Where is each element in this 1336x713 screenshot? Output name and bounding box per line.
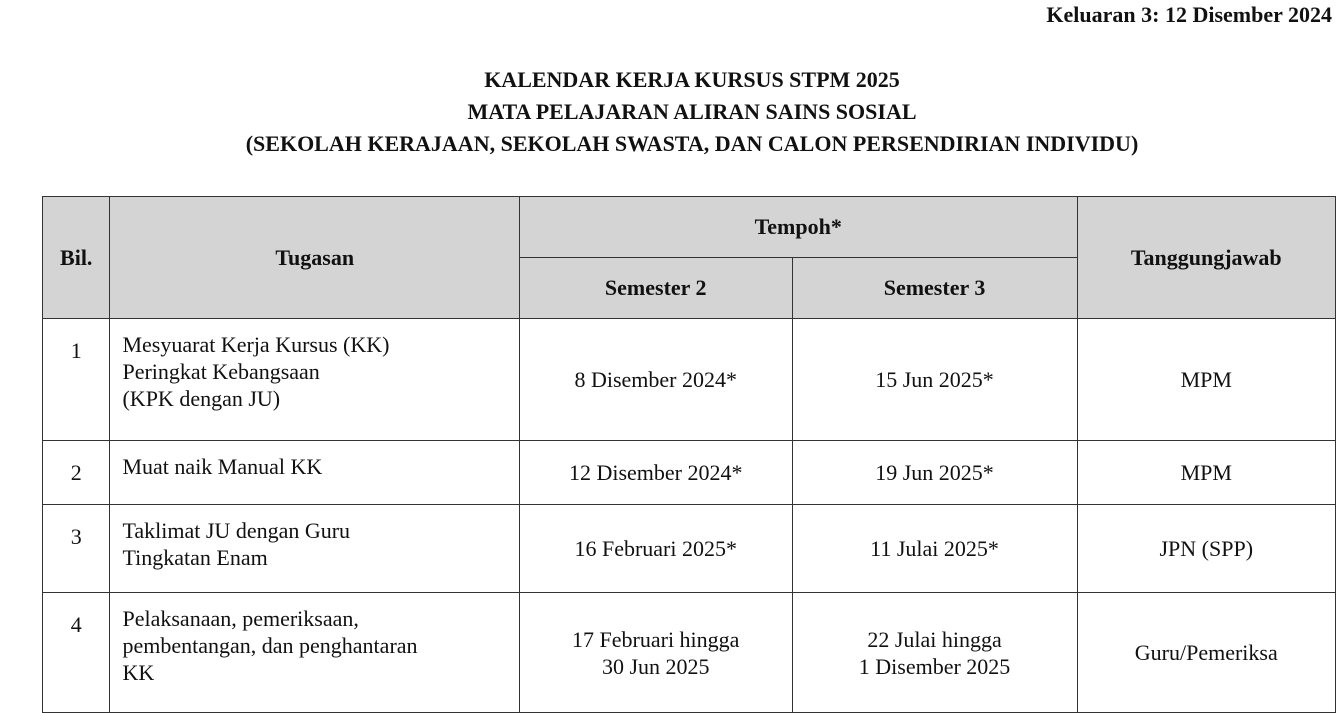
responsibility-cell: MPM — [1077, 441, 1335, 505]
date-line: 19 Jun 2025* — [875, 460, 994, 485]
row-number: 2 — [43, 441, 110, 505]
date-line: 11 Julai 2025* — [870, 536, 999, 561]
coursework-calendar-table — [42, 196, 1336, 713]
task-line: pembentangan, dan penghantaran — [122, 633, 418, 658]
table-row — [43, 593, 1336, 713]
responsibility-cell: Guru/Pemeriksa — [1077, 593, 1335, 713]
task-line: (KPK dengan JU) — [122, 386, 281, 411]
date-line: 15 Jun 2025* — [875, 367, 994, 392]
task-line: Pelaksanaan, pemeriksaan, — [122, 606, 359, 631]
task-line: Mesyuarat Kerja Kursus (KK) — [122, 332, 390, 357]
task-line: Tingkatan Enam — [122, 545, 268, 570]
date-line: 16 Februari 2025* — [574, 536, 737, 561]
task-line: Muat naik Manual KK — [122, 454, 323, 479]
row-number: 1 — [43, 319, 110, 441]
semester-2-date — [519, 319, 792, 441]
responsibility-cell: JPN (SPP) — [1077, 505, 1335, 593]
document-subtitle: MATA PELAJARAN ALIRAN SAINS SOSIAL — [467, 99, 917, 124]
task-line: KK — [122, 660, 155, 685]
date-line: 12 Disember 2024* — [568, 460, 743, 485]
header-semester-2: Semester 2 — [519, 258, 792, 319]
header-tempoh: Tempoh* — [519, 197, 1077, 258]
responsibility-cell: MPM — [1077, 319, 1335, 441]
date-line: 17 Februari hingga — [572, 626, 740, 652]
table-row — [43, 319, 1336, 441]
semester-2-date — [519, 505, 792, 593]
task-line: Peringkat Kebangsaan — [122, 359, 320, 384]
table-row — [43, 441, 1336, 505]
document-title: KALENDAR KERJA KURSUS STPM 2025 — [484, 67, 900, 92]
date-line: 1 Disember 2025 — [858, 653, 1011, 679]
task-cell — [110, 441, 519, 505]
task-cell — [110, 505, 519, 593]
semester-3-date — [792, 593, 1077, 713]
header-tugasan: Tugasan — [110, 197, 519, 319]
document-scope: (SEKOLAH KERAJAAN, SEKOLAH SWASTA, DAN CALON PERSENDIRIAN INDIVIDU) — [245, 131, 1139, 156]
row-number: 3 — [43, 505, 110, 593]
header-semester-3: Semester 3 — [792, 258, 1077, 319]
semester-3-date — [792, 505, 1077, 593]
semester-2-date — [519, 593, 792, 713]
document-title-block — [0, 64, 1336, 160]
date-line: 22 Julai hingga — [867, 626, 1002, 652]
header-tanggungjawab: Tanggungjawab — [1077, 197, 1335, 319]
header-bil: Bil. — [43, 197, 110, 319]
semester-3-date — [792, 319, 1077, 441]
date-line: 8 Disember 2024* — [574, 367, 737, 392]
semester-2-date — [519, 441, 792, 505]
task-line: Taklimat JU dengan Guru — [122, 518, 351, 543]
task-cell — [110, 319, 519, 441]
semester-3-date — [792, 441, 1077, 505]
release-date: Keluaran 3: 12 Disember 2024 — [1046, 2, 1332, 27]
date-line: 30 Jun 2025 — [601, 653, 710, 679]
task-cell — [110, 593, 519, 713]
table-row — [43, 505, 1336, 593]
row-number: 4 — [43, 593, 110, 713]
